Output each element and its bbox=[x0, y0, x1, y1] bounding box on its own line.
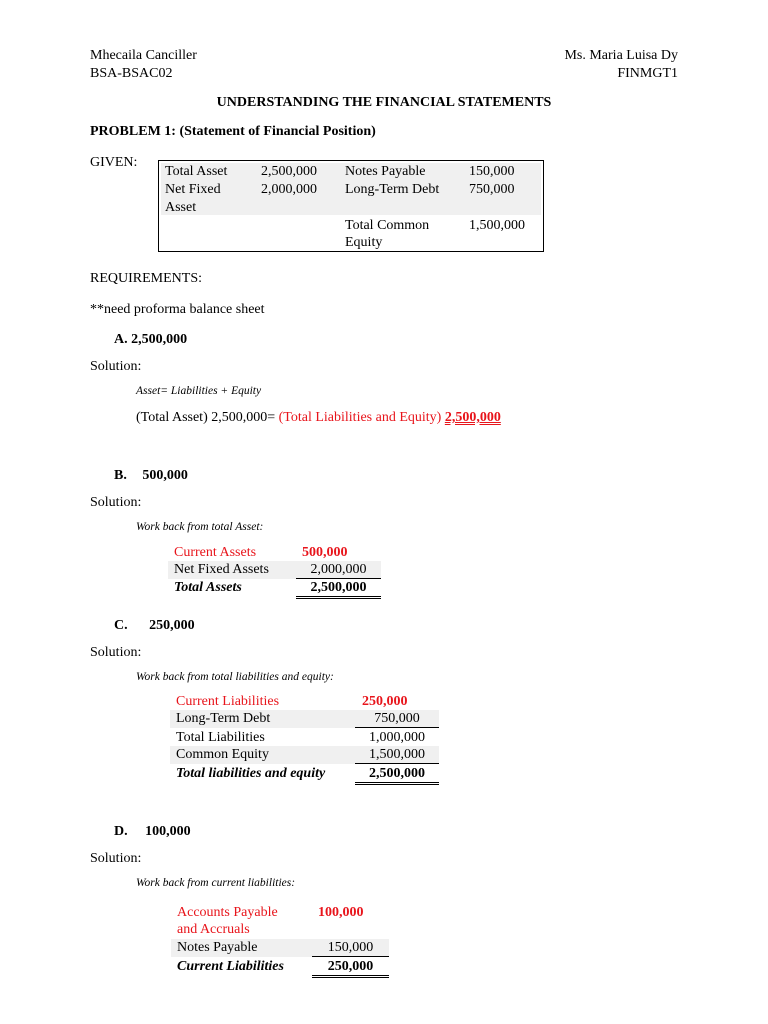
given-label: GIVEN: bbox=[90, 155, 138, 170]
part-b-solution-label: Solution: bbox=[90, 495, 142, 510]
part-c-row-2-value: 750,000 bbox=[355, 711, 439, 728]
part-d-row-3-label: Current Liabilities bbox=[177, 959, 284, 974]
student-section: BSA-BSAC02 bbox=[90, 66, 173, 81]
part-d-note: Work back from current liabilities: bbox=[136, 877, 296, 889]
part-c-note: Work back from total liabilities and equity: bbox=[136, 671, 334, 683]
given-tce-label: Total Common bbox=[345, 218, 430, 233]
part-a-eq-answer: 2,500,000 bbox=[444, 410, 501, 425]
document-title: UNDERSTANDING THE FINANCIAL STATEMENTS bbox=[216, 95, 552, 110]
part-d-row-3-value: 250,000 bbox=[312, 959, 389, 978]
part-a-heading: A. 2,500,000 bbox=[114, 332, 188, 347]
student-name: Mhecaila Canciller bbox=[90, 48, 197, 63]
part-b-heading bbox=[114, 468, 188, 484]
course-code: FINMGT1 bbox=[617, 66, 678, 81]
given-tce-value: 1,500,000 bbox=[469, 218, 525, 233]
part-c-row-4-label: Common Equity bbox=[176, 747, 269, 762]
part-c-solution-label: Solution: bbox=[90, 645, 142, 660]
part-b-value: 500,000 bbox=[142, 468, 188, 483]
part-d-row-2-value: 150,000 bbox=[312, 940, 389, 957]
part-b-note: Work back from total Asset: bbox=[136, 521, 264, 533]
part-c-row-3-label: Total Liabilities bbox=[176, 730, 265, 745]
part-a-solution-label: Solution: bbox=[90, 359, 142, 374]
given-table bbox=[158, 160, 544, 252]
problem-title: PROBLEM 1: (Statement of Financial Position) bbox=[90, 124, 376, 139]
part-d-heading bbox=[114, 824, 191, 840]
part-c-letter: C. bbox=[114, 618, 128, 633]
part-b-row-2-value: 2,000,000 bbox=[296, 562, 381, 579]
part-c-row-2-label: Long-Term Debt bbox=[176, 711, 271, 726]
given-total-asset-value: 2,500,000 bbox=[261, 164, 317, 179]
given-notes-payable-value: 150,000 bbox=[469, 164, 515, 179]
part-a-equation bbox=[136, 410, 501, 426]
given-net-fixed-label-2: Asset bbox=[165, 200, 197, 215]
given-ltd-value: 750,000 bbox=[469, 182, 515, 197]
part-a-eq-right: (Total Liabilities and Equity) bbox=[278, 410, 442, 425]
part-c-row-5-value: 2,500,000 bbox=[355, 766, 439, 785]
part-d-value: 100,000 bbox=[145, 824, 191, 839]
part-c-row-4-value: 1,500,000 bbox=[355, 747, 439, 764]
part-d-row-2-label: Notes Payable bbox=[177, 940, 258, 955]
part-d-row-1-value: 100,000 bbox=[318, 905, 364, 920]
part-c-heading bbox=[114, 618, 195, 634]
part-d-letter: D. bbox=[114, 824, 128, 839]
part-a-formula: Asset= Liabilities + Equity bbox=[136, 385, 262, 397]
given-net-fixed-label: Net Fixed bbox=[165, 182, 221, 197]
part-b-row-3-label: Total Assets bbox=[174, 580, 242, 595]
part-b-letter: B. bbox=[114, 468, 127, 483]
part-c-row-5-label: Total liabilities and equity bbox=[176, 766, 326, 781]
part-d-solution-label: Solution: bbox=[90, 851, 142, 866]
part-b-row-1-label: Current Assets bbox=[174, 545, 257, 560]
given-net-fixed-value: 2,000,000 bbox=[261, 182, 317, 197]
part-d-row-1-label: Accounts Payable bbox=[177, 905, 278, 920]
requirements-label: REQUIREMENTS: bbox=[90, 271, 202, 286]
given-notes-payable-label: Notes Payable bbox=[345, 164, 426, 179]
part-c-value: 250,000 bbox=[149, 618, 195, 633]
part-a-eq-left: (Total Asset) 2,500,000= bbox=[136, 410, 276, 425]
part-d-row-1-label-2: and Accruals bbox=[177, 922, 250, 937]
teacher-name: Ms. Maria Luisa Dy bbox=[564, 48, 678, 63]
part-c-row-3-value: 1,000,000 bbox=[369, 730, 425, 745]
proforma-note: **need proforma balance sheet bbox=[90, 302, 265, 317]
given-total-asset-label: Total Asset bbox=[165, 164, 228, 179]
part-b-row-2-label: Net Fixed Assets bbox=[174, 562, 269, 577]
part-c-row-1-value: 250,000 bbox=[362, 694, 408, 709]
part-b-row-3-value: 2,500,000 bbox=[296, 580, 381, 599]
part-c-row-1-label: Current Liabilities bbox=[176, 694, 280, 709]
given-tce-label-2: Equity bbox=[345, 235, 383, 250]
given-ltd-label: Long-Term Debt bbox=[345, 182, 440, 197]
part-b-row-1-value: 500,000 bbox=[302, 545, 348, 560]
